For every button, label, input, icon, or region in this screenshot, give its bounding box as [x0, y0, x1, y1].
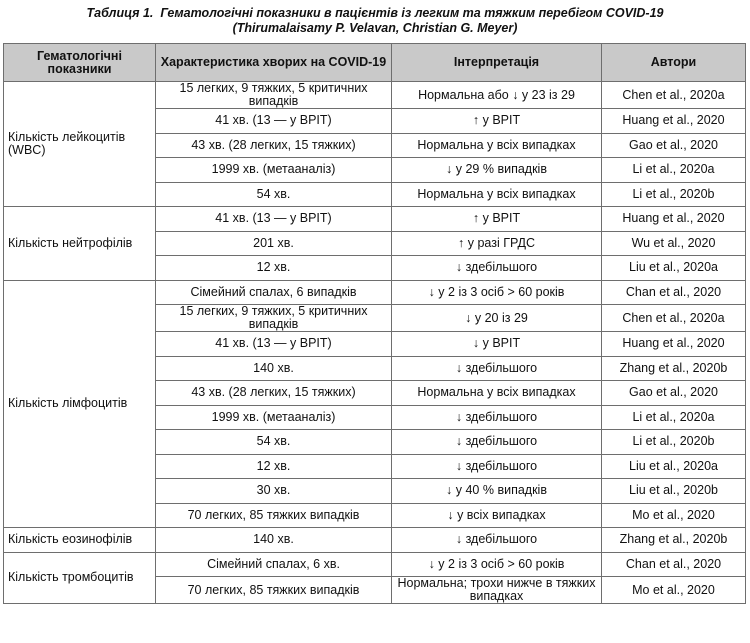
interpretation-cell: Нормальна у всіх випадках [392, 182, 602, 207]
authors-cell: Liu et al., 2020a [602, 454, 746, 479]
authors-cell: Liu et al., 2020b [602, 479, 746, 504]
interpretation-cell: ↑ у ВРІТ [392, 109, 602, 134]
authors-cell: Chen et al., 2020a [602, 82, 746, 109]
patients-cell: 12 хв. [156, 454, 392, 479]
authors-cell: Li et al., 2020a [602, 158, 746, 183]
parameter-cell: Кількість тромбоцитів [4, 552, 156, 604]
patients-cell: 201 хв. [156, 231, 392, 256]
interpretation-cell: ↓ здебільшого [392, 356, 602, 381]
patients-cell: 140 хв. [156, 528, 392, 553]
authors-cell: Li et al., 2020a [602, 405, 746, 430]
interpretation-cell: ↓ у 29 % випадків [392, 158, 602, 183]
patients-cell: 1999 хв. (метааналіз) [156, 158, 392, 183]
table-row [4, 528, 746, 553]
authors-cell: Li et al., 2020b [602, 430, 746, 455]
interpretation-cell: ↓ у 20 із 29 [392, 305, 602, 332]
patients-cell: 41 хв. (13 — у ВРІТ) [156, 332, 392, 357]
patients-cell: Сімейний спалах, 6 випадків [156, 280, 392, 305]
patients-cell: 1999 хв. (метааналіз) [156, 405, 392, 430]
parameter-cell: Кількість лейкоцитів (WBC) [4, 82, 156, 207]
table-row [4, 82, 746, 109]
table-row [4, 207, 746, 232]
header-row [4, 44, 746, 82]
caption-authors: (Thirumalaisamy P. Velavan, Christian G. Meyer) [232, 21, 518, 35]
interpretation-cell: ↓ у 40 % випадків [392, 479, 602, 504]
interpretation-cell: ↓ у 2 із 3 осіб > 60 років [392, 280, 602, 305]
authors-cell: Gao et al., 2020 [602, 133, 746, 158]
table-row [4, 280, 746, 305]
table-body [4, 82, 746, 604]
authors-cell: Huang et al., 2020 [602, 332, 746, 357]
header-patients: Характеристика хворих на COVID-19 [156, 44, 392, 82]
hematology-table [3, 43, 746, 604]
patients-cell: 41 хв. (13 — у ВРІТ) [156, 109, 392, 134]
interpretation-cell: Нормальна у всіх випадках [392, 133, 602, 158]
patients-cell: 43 хв. (28 легких, 15 тяжких) [156, 381, 392, 406]
authors-cell: Zhang et al., 2020b [602, 528, 746, 553]
interpretation-cell: ↓ здебільшого [392, 454, 602, 479]
patients-cell: 70 легких, 85 тяжких випадків [156, 577, 392, 604]
patients-cell: 30 хв. [156, 479, 392, 504]
authors-cell: Chen et al., 2020a [602, 305, 746, 332]
patients-cell: 54 хв. [156, 430, 392, 455]
interpretation-cell: ↓ здебільшого [392, 528, 602, 553]
parameter-cell: Кількість лімфоцитів [4, 280, 156, 528]
interpretation-cell: ↓ здебільшого [392, 430, 602, 455]
authors-cell: Wu et al., 2020 [602, 231, 746, 256]
caption-title-line [0, 6, 750, 21]
interpretation-cell: Нормальна; трохи нижче в тяжких випадках [392, 577, 602, 604]
patients-cell: 41 хв. (13 — у ВРІТ) [156, 207, 392, 232]
authors-cell: Gao et al., 2020 [602, 381, 746, 406]
table-header [4, 44, 746, 82]
patients-cell: 70 легких, 85 тяжких випадків [156, 503, 392, 528]
parameter-cell: Кількість нейтрофілів [4, 207, 156, 281]
patients-cell: 15 легких, 9 тяжких, 5 критичних випадків [156, 82, 392, 109]
patients-cell: Сімейний спалах, 6 хв. [156, 552, 392, 577]
caption-title: Гематологічні показники в пацієнтів із легким та тяжким перебігом COVID-19 [160, 6, 664, 20]
header-authors: Автори [602, 44, 746, 82]
interpretation-cell: Нормальна або ↓ у 23 із 29 [392, 82, 602, 109]
interpretation-cell: ↓ у ВРІТ [392, 332, 602, 357]
header-parameter: Гематологічні показники [4, 44, 156, 82]
interpretation-cell: ↑ у ВРІТ [392, 207, 602, 232]
interpretation-cell: ↓ здебільшого [392, 256, 602, 281]
interpretation-cell: ↓ здебільшого [392, 405, 602, 430]
parameter-cell: Кількість еозинофілів [4, 528, 156, 553]
authors-cell: Huang et al., 2020 [602, 109, 746, 134]
authors-cell: Mo et al., 2020 [602, 503, 746, 528]
interpretation-cell: ↑ у разі ГРДС [392, 231, 602, 256]
header-interpretation: Інтерпретація [392, 44, 602, 82]
authors-cell: Chan et al., 2020 [602, 280, 746, 305]
interpretation-cell: ↓ у всіх випадках [392, 503, 602, 528]
patients-cell: 140 хв. [156, 356, 392, 381]
authors-cell: Chan et al., 2020 [602, 552, 746, 577]
table-row [4, 552, 746, 577]
patients-cell: 43 хв. (28 легких, 15 тяжких) [156, 133, 392, 158]
patients-cell: 15 легких, 9 тяжких, 5 критичних випадків [156, 305, 392, 332]
table-caption [0, 6, 750, 36]
authors-cell: Mo et al., 2020 [602, 577, 746, 604]
authors-cell: Huang et al., 2020 [602, 207, 746, 232]
authors-cell: Li et al., 2020b [602, 182, 746, 207]
authors-cell: Liu et al., 2020a [602, 256, 746, 281]
caption-label: Таблиця 1. [86, 6, 154, 20]
patients-cell: 12 хв. [156, 256, 392, 281]
patients-cell: 54 хв. [156, 182, 392, 207]
authors-cell: Zhang et al., 2020b [602, 356, 746, 381]
interpretation-cell: Нормальна у всіх випадках [392, 381, 602, 406]
interpretation-cell: ↓ у 2 із 3 осіб > 60 років [392, 552, 602, 577]
